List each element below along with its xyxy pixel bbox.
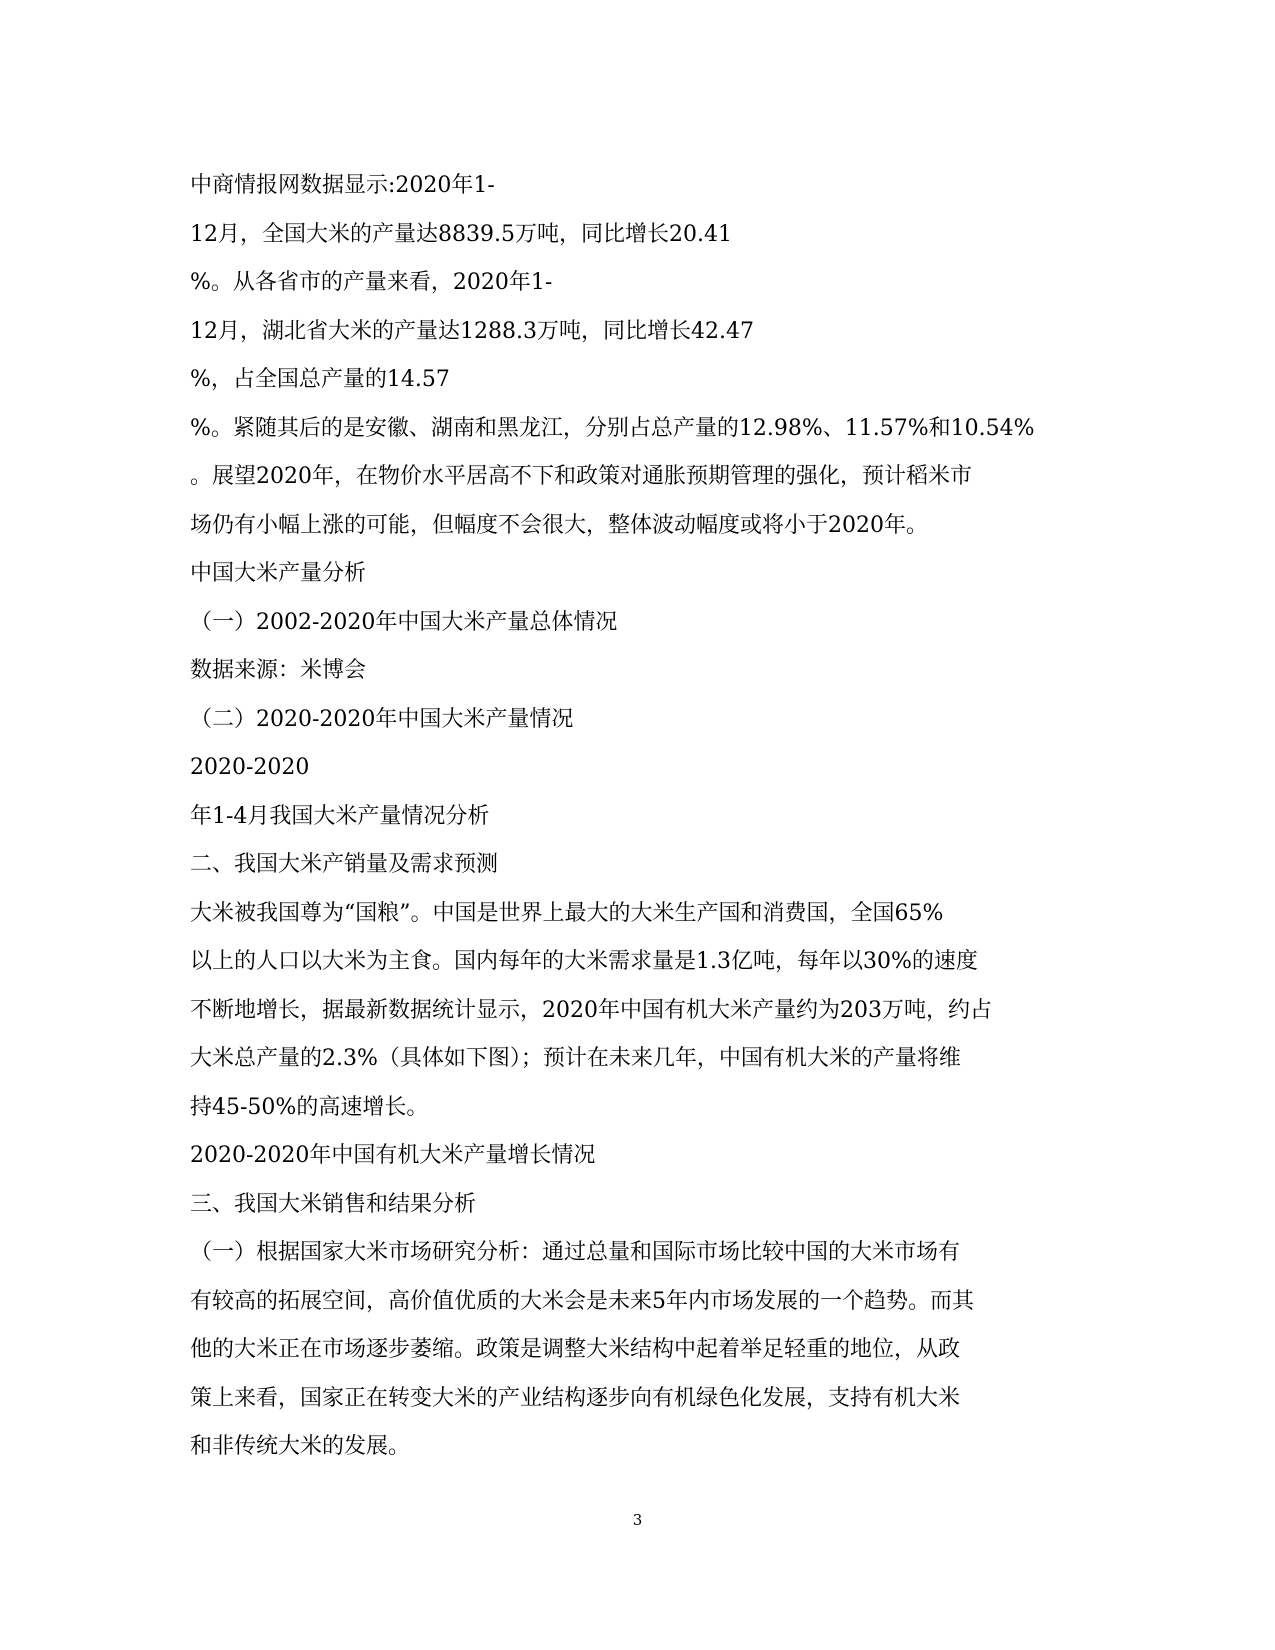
data-source: 数据来源：米博会 (190, 658, 367, 683)
text-line: %，占全国总产量的14.57 (190, 367, 450, 392)
text-line: 12月，全国大米的产量达8839.5万吨，同比增长20.41 (190, 221, 732, 247)
text-line: 和非传统大米的发展。 (190, 1434, 411, 1459)
text-line: %。紧随其后的是安徽、湖南和黑龙江，分别占总产量的12.98%、11.57%和10.54% (190, 415, 1035, 441)
text-line: 不断地增长，据最新数据统计显示，2020年中国有机大米产量约为203万吨，约占 (190, 997, 992, 1023)
figure-caption: 2020-2020年中国有机大米产量增长情况 (190, 1143, 596, 1168)
text-line: 策上来看，国家正在转变大米的产业结构逐步向有机绿色化发展，支持有机大米 (190, 1385, 961, 1411)
text-line: 以上的人口以大米为主食。国内每年的大米需求量是1.3亿吨，每年以30%的速度 (190, 949, 978, 974)
text-line: 中商情报网数据显示:2020年1- (190, 173, 495, 198)
subsection-heading: （二）2020-2020年中国大米产量情况 (190, 706, 574, 732)
section-heading: 三、我国大米销售和结果分析 (190, 1191, 477, 1217)
text-line: （一）根据国家大米市场研究分析：通过总量和国际市场比较中国的大米市场有 (190, 1240, 961, 1265)
page-number: 3 (632, 1511, 643, 1529)
document-body (190, 162, 1095, 1472)
text-line: 12月，湖北省大米的产量达1288.3万吨，同比增长42.47 (190, 318, 754, 344)
figure-caption: 2020-2020 (190, 755, 310, 780)
text-line: 大米被我国尊为“国粮”。中国是世界上最大的大米生产国和消费国，全国65% (190, 900, 944, 926)
text-line: 场仍有小幅上涨的可能，但幅度不会很大，整体波动幅度或将小于2020年。 (190, 512, 928, 538)
subsection-heading: （一）2002-2020年中国大米产量总体情况 (190, 609, 618, 635)
text-line: 他的大米正在市场逐步萎缩。政策是调整大米结构中起着举足轻重的地位，从政 (190, 1337, 961, 1362)
text-line: 有较高的拓展空间，高价值优质的大米会是未来5年内市场发展的一个趋势。而其 (190, 1288, 974, 1314)
section-heading: 中国大米产量分析 (190, 561, 367, 586)
section-heading: 二、我国大米产销量及需求预测 (190, 852, 499, 877)
text-line: 大米总产量的2.3%（具体如下图）；预计在未来几年，中国有机大米的产量将维 (190, 1046, 961, 1071)
text-line: 。展望2020年，在物价水平居高不下和政策对通胀预期管理的强化，预计稻米市 (190, 464, 972, 489)
figure-caption: 年1-4月我国大米产量情况分析 (190, 803, 490, 829)
text-line: 持45-50%的高速增长。 (190, 1094, 429, 1120)
text-line: %。从各省市的产量来看，2020年1- (190, 270, 553, 295)
